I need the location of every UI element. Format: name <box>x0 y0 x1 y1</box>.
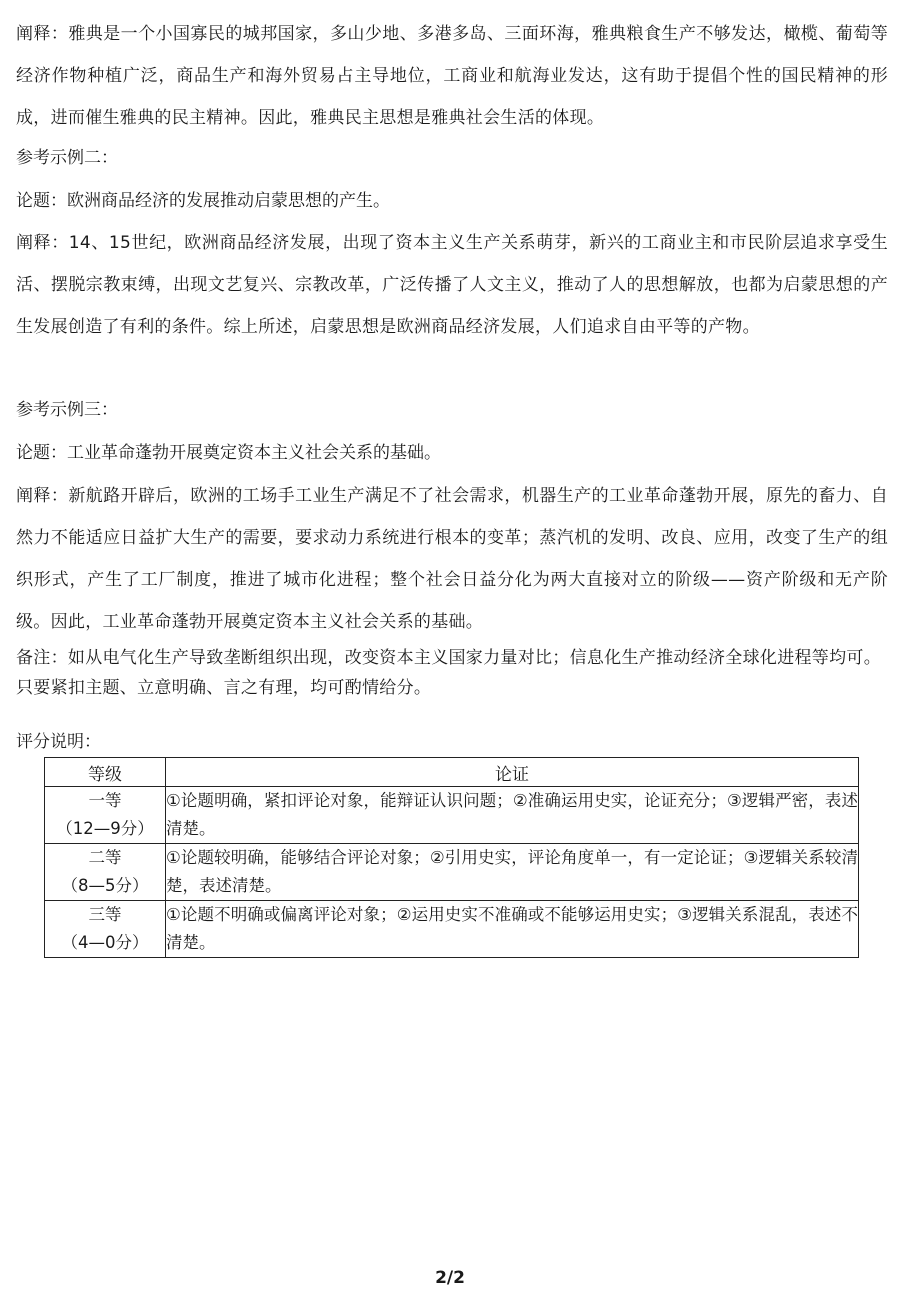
grading-title: 评分说明： <box>16 732 101 752</box>
level-cell <box>45 787 166 844</box>
level-description: ①论题较明确，能够结合评论对象；②引用史实，评论角度单一，有一定论证；③逻辑关系较清楚，表述清楚。 <box>166 844 859 901</box>
level-name: 一等 <box>88 791 122 810</box>
grading-table <box>44 757 859 958</box>
header-argument: 论证 <box>166 758 859 787</box>
example-2-explanation: 阐释：14、15世纪，欧洲商品经济发展，出现了资本主义生产关系萌芽，新兴的工商业主和市民阶层追求享受生活、摆脱宗教束缚，出现文艺复兴、宗教改革，广泛传播了人文主义，推动了人的思想解放，也都为启蒙思想的产生发展创造了有利的条件。综上所述，启蒙思想是欧洲商品经济发展，人们追求自由平等的产物。 <box>16 233 888 337</box>
paragraph-athens-explanation: 阐释：雅典是一个小国寡民的城邦国家，多山少地、多港多岛、三面环海，雅典粮食生产不够发达，橄榄、葡萄等经济作物种植广泛，商品生产和海外贸易占主导地位，工商业和航海业发达，这有助于提倡个性的国民精神的形成，进而催生雅典的民主精神。因此，雅典民主思想是雅典社会生活的体现。 <box>16 24 888 128</box>
level-range: （12—9分） <box>56 819 154 838</box>
example-2-heading: 参考示例二： <box>16 148 118 168</box>
level-cell <box>45 901 166 958</box>
table-row <box>45 844 859 901</box>
example-3-heading: 参考示例三： <box>16 400 118 420</box>
level-range: （4—0分） <box>61 933 149 952</box>
level-cell <box>45 844 166 901</box>
page-number: 2/2 <box>435 1268 465 1288</box>
remark-note: 备注：如从电气化生产导致垄断组织出现，改变资本主义国家力量对比；信息化生产推动经济全球化进程等均可。只要紧扣主题、立意明确、言之有理，均可酌情给分。 <box>16 648 881 698</box>
table-row <box>45 901 859 958</box>
example-2-thesis: 论题：欧洲商品经济的发展推动启蒙思想的产生。 <box>16 191 390 211</box>
level-name: 二等 <box>88 848 122 867</box>
level-name: 三等 <box>88 905 122 924</box>
example-3-explanation: 阐释：新航路开辟后，欧洲的工场手工业生产满足不了社会需求，机器生产的工业革命蓬勃开展，原先的畜力、自然力不能适应日益扩大生产的需要，要求动力系统进行根本的变革；蒸汽机的发明、改良、应用，改变了生产的组织形式，产生了工厂制度，推进了城市化进程；整个社会日益分化为两大直接对立的阶级——资产阶级和无产阶级。因此，工业革命蓬勃开展奠定资本主义社会关系的基础。 <box>16 486 888 632</box>
table-row <box>45 787 859 844</box>
example-3-thesis: 论题：工业革命蓬勃开展奠定资本主义社会关系的基础。 <box>16 443 441 463</box>
header-level: 等级 <box>45 758 166 787</box>
level-description: ①论题明确，紧扣评论对象，能辩证认识问题；②准确运用史实，论证充分；③逻辑严密，表述清楚。 <box>166 787 859 844</box>
level-description: ①论题不明确或偏离评论对象；②运用史实不准确或不能够运用史实；③逻辑关系混乱，表述不清楚。 <box>166 901 859 958</box>
level-range: （8—5分） <box>61 876 149 895</box>
